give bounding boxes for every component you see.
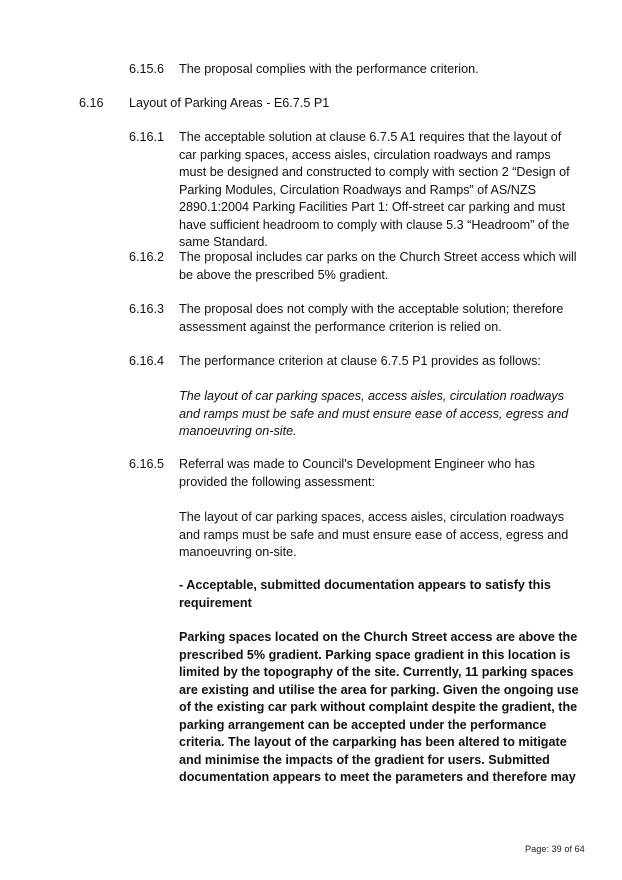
clause-text: The proposal complies with the performance criterion. [179, 62, 479, 76]
clause-number: 6.15.6 [129, 62, 165, 76]
clause-text: The proposal does not comply with the acceptable solution; therefore assessment against the performance criterion is relied on. [179, 302, 564, 334]
clause-text: Referral was made to Council's Development Engineer who has provided the following assessment: [179, 457, 535, 489]
page-number: Page: 39 of 64 [525, 844, 585, 854]
clause-text: The acceptable solution at clause 6.7.5 A1 requires that the layout of car parking spaces, access aisles, circulation roadways and ramps must be designed and constructed to comply with section 2 “Design of Parking Modules, Circulation Roadways and Ramps” of AS/NZS 2890.1:2004 Parking Facilities Part 1: Off-street car parking and must have sufficient headroom to comply with clause 5.3 “Headroom” of the same Standard. [179, 130, 570, 249]
clause-number: 6.16.2 [129, 250, 165, 264]
clause-text: The performance criterion at clause 6.7.5 P1 provides as follows: [179, 354, 541, 368]
section-number: 6.16 [79, 96, 104, 110]
clause-number: 6.16.5 [129, 457, 165, 471]
assessment-finding: - Acceptable, submitted documentation appears to satisfy this requirement [179, 578, 551, 610]
assessment-restated-criterion: The layout of car parking spaces, access aisles, circulation roadways and ramps must be safe and must ensure ease of access, egress and manoeuvring on-site. [179, 510, 569, 559]
clause-number: 6.16.4 [129, 354, 165, 368]
clause-text: The proposal includes car parks on the Church Street access which will be above the prescribed 5% gradient. [179, 250, 577, 282]
assessment-comment: Parking spaces located on the Church Street access are above the prescribed 5% gradient. Parking space gradient in this location is limited by the topography of the site. Currently, 11 parking spaces are existing and utilise the area for parking. Given the ongoing use of the existing car park without complaint despite the gradient, the parking arrangement can be accepted under the performance criteria. The layout of the carparking has been altered to mitigate and minimise the impacts of the gradient for users. Submitted documentation appears to meet the parameters and therefore may [179, 630, 579, 784]
clause-number: 6.16.3 [129, 302, 165, 316]
performance-criterion-quote: The layout of car parking spaces, access aisles, circulation roadways and ramps must be safe and must ensure ease of access, egress and manoeuvring on-site. [179, 389, 569, 438]
section-heading: Layout of Parking Areas - E6.7.5 P1 [129, 96, 330, 110]
clause-number: 6.16.1 [129, 130, 165, 144]
